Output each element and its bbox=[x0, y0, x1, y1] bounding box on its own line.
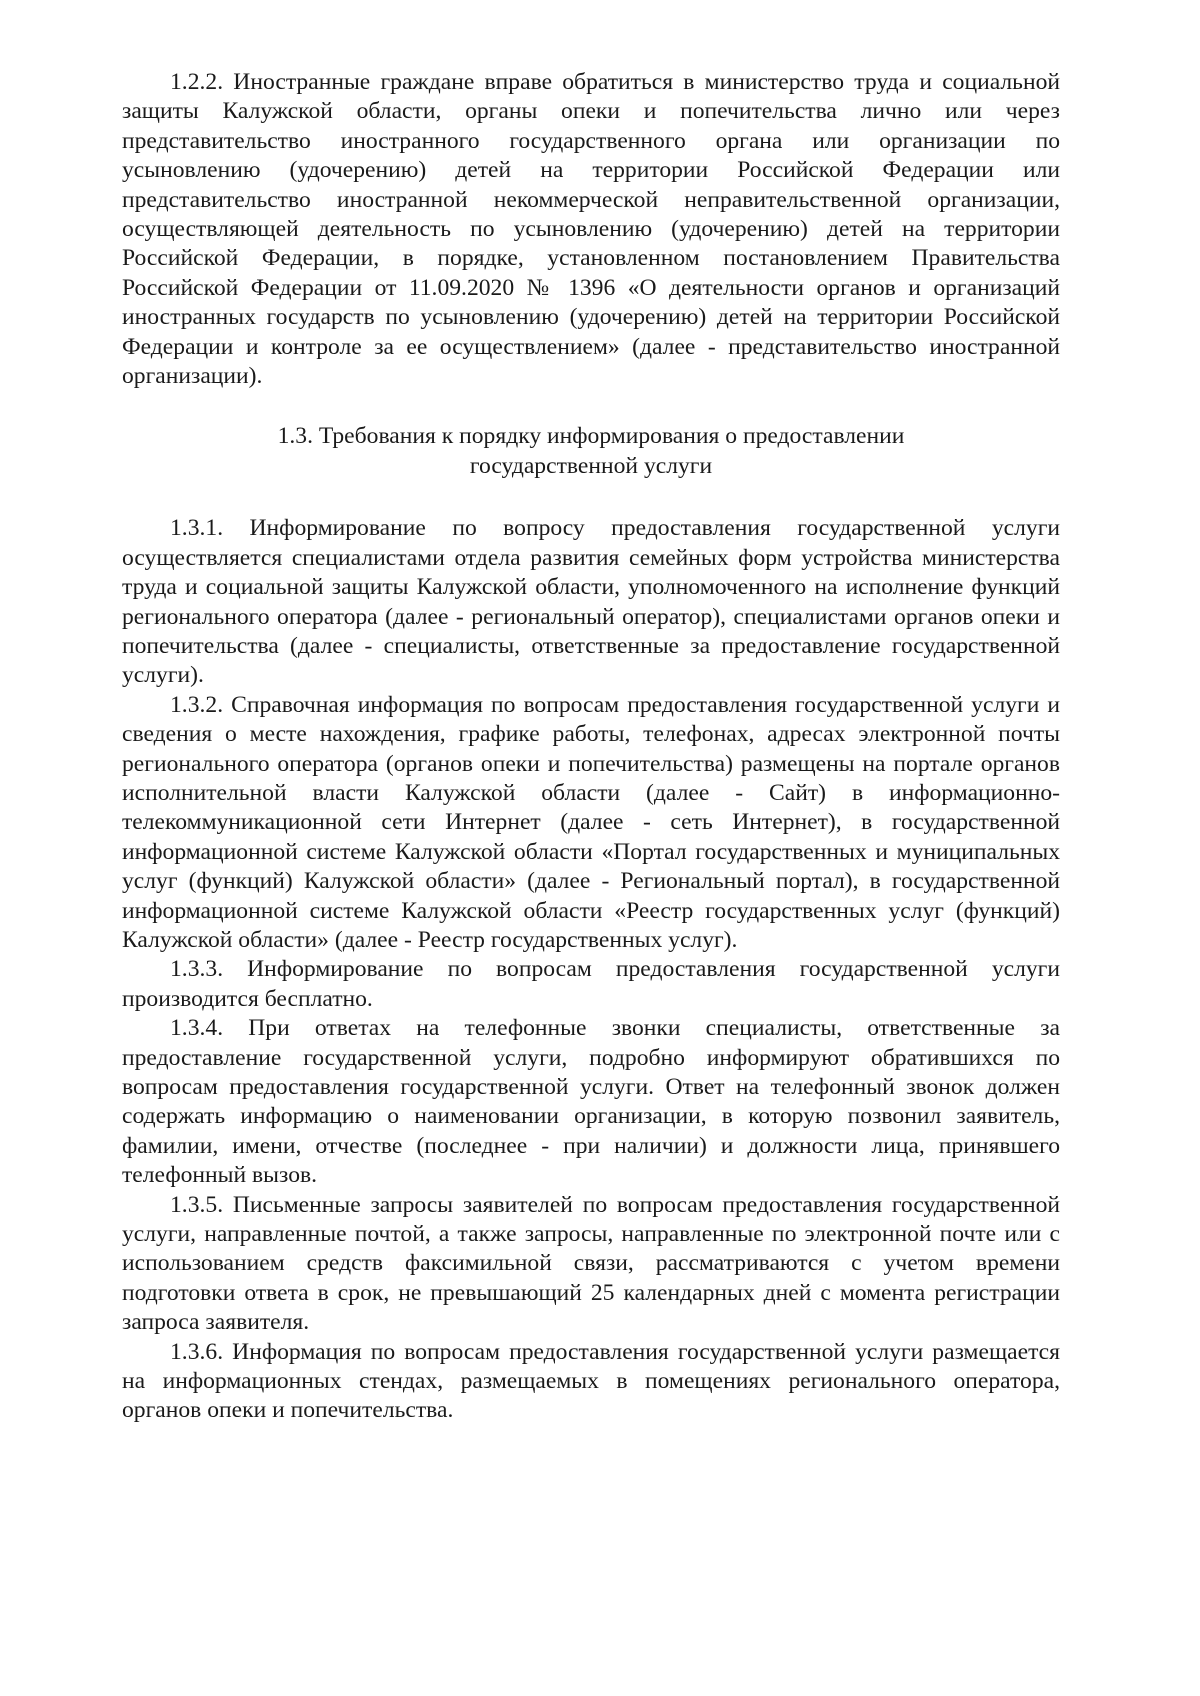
paragraph-1-3-2: 1.3.2. Справочная информация по вопросам предоставления государственной услуги и сведения о месте нахождения, графике работы, телефонах, адресах электронной почты регионального оператора (органов опеки и попечительства) размещены на портале органов исполнительной власти Калужской области (далее - Сайт) в информационно-телекоммуникационной сети Интернет (далее - сеть Интернет), в государственной информационной системе Калужской области «Портал государственных и муниципальных услуг (функций) Калужской области» (далее - Региональный портал), в государственной информационной системе Калужской области «Реестр государственных услуг (функций) Калужской области» (далее - Реестр государственных услуг). bbox=[122, 691, 1060, 953]
section-heading-1-3 bbox=[122, 422, 1060, 481]
section-heading-line-1: 1.3. Требования к порядку информирования о предоставлении bbox=[277, 423, 905, 450]
paragraph-1-3-6: 1.3.6. Информация по вопросам предоставления государственной услуги размещается на информационных стендах, размещаемых в помещениях регионального оператора, органов опеки и попечительства. bbox=[122, 1338, 1060, 1424]
document-page bbox=[122, 68, 1060, 1426]
paragraph-1-3-1: 1.3.1. Информирование по вопросу предоставления государственной услуги осуществляется специалистами отдела развития семейных форм устройства министерства труда и социальной защиты Калужской области, уполномоченного на исполнение функций регионального оператора (далее - региональный оператор), специалистами органов опеки и попечительства (далее - специалисты, ответственные за предоставление государственной услуги). bbox=[122, 515, 1060, 689]
paragraph-1-3-5: 1.3.5. Письменные запросы заявителей по вопросам предоставления государственной услуги, направленные почтой, а также запросы, направленные по электронной почте или с использованием средств факсимильной связи, рассматриваются с учетом времени подготовки ответа в срок, не превышающий 25 календарных дней с момента регистрации запроса заявителя. bbox=[122, 1191, 1060, 1336]
paragraph-1-3-3: 1.3.3. Информирование по вопросам предоставления государственной услуги производится бесплатно. bbox=[122, 956, 1060, 1012]
section-heading-line-2: государственной услуги bbox=[469, 452, 713, 479]
paragraph-1-3-4: 1.3.4. При ответах на телефонные звонки специалисты, ответственные за предоставление государственной услуги, подробно информируют обратившихся по вопросам предоставления государственной услуги. Ответ на телефонный звонок должен содержать информацию о наименовании организации, в которую позвонил заявитель, фамилии, имени, отчестве (последнее - при наличии) и должности лица, принявшего телефонный вызов. bbox=[122, 1015, 1060, 1189]
paragraph-1-2-2: 1.2.2. Иностранные граждане вправе обратиться в министерство труда и социальной защиты Калужской области, органы опеки и попечительства лично или через представительство иностранного государственного органа или организации по усыновлению (удочерению) детей на территории Российской Федерации или представительство иностранной некоммерческой неправительственной организации, осуществляющей деятельность по усыновлению (удочерению) детей на территории Российской Федерации, в порядке, установленном постановлением Правительства Российской Федерации от 11.09.2020 № 1396 «О деятельности органов и организаций иностранных государств по усыновлению (удочерению) детей на территории Российской Федерации и контроле за ее осуществлением» (далее - представительство иностранной организации). bbox=[122, 69, 1060, 390]
